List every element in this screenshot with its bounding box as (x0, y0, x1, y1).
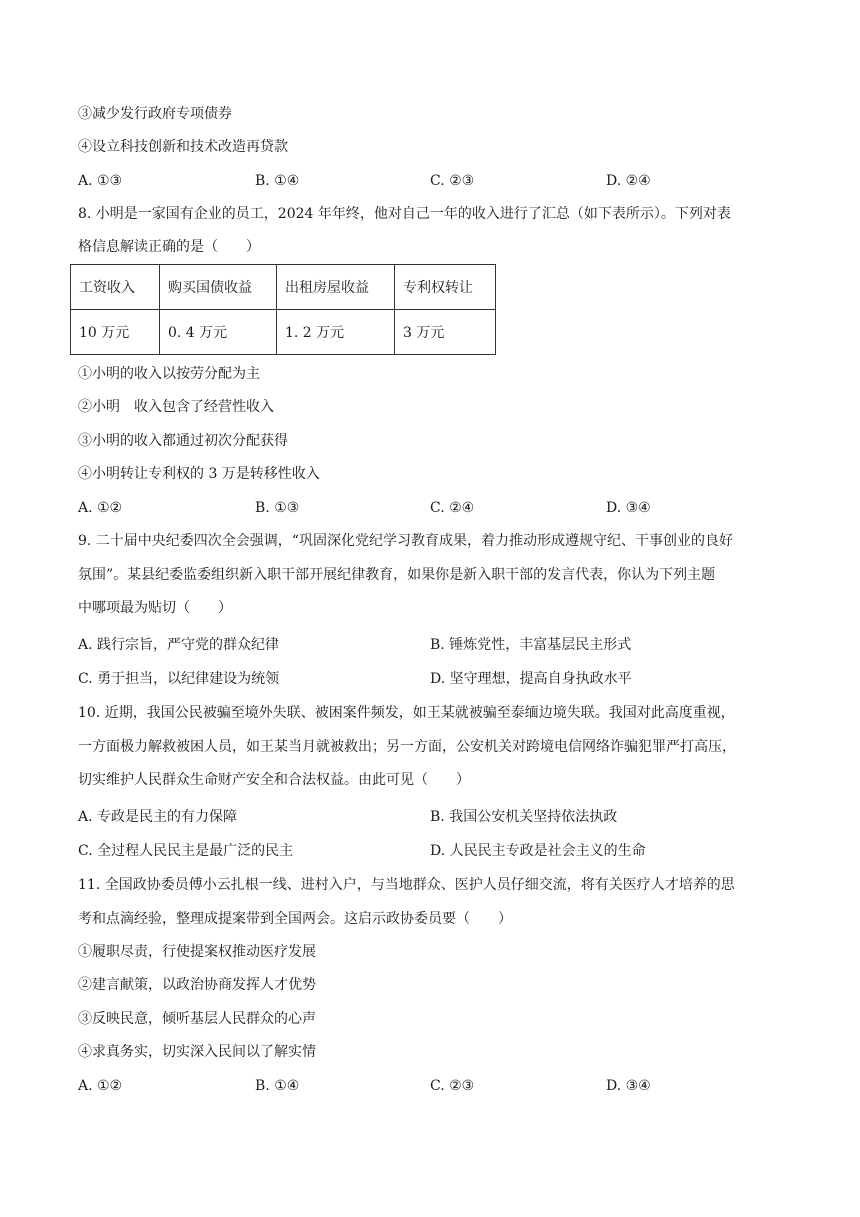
q9-option-a[interactable]: A. 践行宗旨，严守党的群众纪律 (78, 637, 280, 653)
q10-option-b[interactable]: B. 我国公安机关坚持依法执政 (430, 809, 618, 825)
q9-option-d[interactable]: D. 坚守理想，提高自身执政水平 (430, 671, 632, 687)
q8-statement-3: ③小明的收入都通过初次分配获得 (78, 433, 288, 449)
header-wage: 工资收入 (71, 265, 160, 310)
value-rent: 1. 2 万元 (277, 310, 395, 355)
q8-option-d[interactable]: D. ③④ (606, 500, 651, 516)
q7-statement-3: ③减少发行政府专项债券 (78, 106, 232, 122)
q9-stem-line-1: 9. 二十届中央纪委四次全会强调，“巩固深化党纪学习教育成果，着力推动形成遵规守纪、干事创业的良好 (78, 533, 733, 549)
q8-statement-4: ④小明转让专利权的 3 万是转移性收入 (78, 466, 320, 482)
q11-option-a[interactable]: A. ①② (78, 1078, 123, 1094)
header-bond: 购买国债收益 (160, 265, 277, 310)
q11-option-d[interactable]: D. ③④ (606, 1078, 651, 1094)
q8-options (78, 498, 838, 518)
header-patent: 专利权转让 (395, 265, 496, 310)
q11-statement-4: ④求真务实，切实深入民间以了解实情 (78, 1044, 316, 1060)
q10-stem-line-3: 切实维护人民群众生命财产安全和合法权益。由此可见（ ） (78, 772, 470, 788)
q11-stem-line-1: 11. 全国政协委员傅小云扎根一线、进村入户，与当地群众、医护人员仔细交流，将有关医疗人才培养的思 (78, 877, 735, 893)
q10-options-row-2 (78, 841, 838, 861)
q8-statement-1: ①小明的收入以按劳分配为主 (78, 366, 260, 382)
q10-stem-line-1: 10. 近期，我国公民被骗至境外失联、被困案件频发，如王某就被骗至泰缅边境失联。我国对此高度重视， (78, 705, 735, 721)
q8-statement-2: ②小明 收入包含了经营性收入 (78, 399, 274, 415)
q9-stem-line-2: 氛围”。某县纪委监委组织新入职干部开展纪律教育，如果你是新入职干部的发言代表，你认为下列主题 (78, 567, 716, 583)
q11-stem-line-2: 考和点滴经验，整理成提案带到全国两会。这启示政协委员要（ ） (78, 911, 512, 927)
q7-statement-4: ④设立科技创新和技术改造再贷款 (78, 139, 288, 155)
q11-options (78, 1076, 838, 1096)
value-bond: 0. 4 万元 (160, 310, 277, 355)
q7-option-a[interactable]: A. ①③ (78, 173, 123, 189)
q8-option-c[interactable]: C. ②④ (430, 500, 475, 516)
header-rent: 出租房屋收益 (277, 265, 395, 310)
q8-stem-line-1: 8. 小明是一家国有企业的员工，2024 年年终，他对自己一年的收入进行了汇总（如下表所示）。下列对表 (78, 206, 731, 222)
q7-options (78, 171, 838, 191)
q11-option-c[interactable]: C. ②③ (430, 1078, 475, 1094)
q9-option-b[interactable]: B. 锤炼党性，丰富基层民主形式 (430, 637, 632, 653)
table-row (71, 310, 496, 355)
q10-option-a[interactable]: A. 专政是民主的有力保障 (78, 809, 238, 825)
q7-option-b[interactable]: B. ①④ (255, 173, 300, 189)
q11-statement-1: ①履职尽责，行使提案权推动医疗发展 (78, 944, 316, 960)
q10-option-c[interactable]: C. 全过程人民民主是最广泛的民主 (78, 843, 294, 859)
value-wage: 10 万元 (71, 310, 160, 355)
q9-options-row-2 (78, 669, 838, 689)
q11-statement-2: ②建言献策，以政治协商发挥人才优势 (78, 977, 316, 993)
q8-option-b[interactable]: B. ①③ (255, 500, 300, 516)
value-patent: 3 万元 (395, 310, 496, 355)
income-table (70, 264, 496, 355)
q11-option-b[interactable]: B. ①④ (255, 1078, 300, 1094)
q8-option-a[interactable]: A. ①② (78, 500, 123, 516)
q9-stem-line-3: 中哪项最为贴切（ ） (78, 600, 232, 616)
q10-options-row-1 (78, 807, 838, 827)
q8-stem-line-2: 格信息解读正确的是（ ） (78, 239, 260, 255)
q9-option-c[interactable]: C. 勇于担当，以纪律建设为统领 (78, 671, 280, 687)
q10-stem-line-2: 一方面极力解救被困人员，如王某当月就被救出；另一方面，公安机关对跨境电信网络诈骗犯罪严打高压， (78, 739, 736, 755)
table-header-row (71, 265, 496, 310)
q7-option-c[interactable]: C. ②③ (430, 173, 475, 189)
q7-option-d[interactable]: D. ②④ (606, 173, 651, 189)
q9-options-row-1 (78, 635, 838, 655)
q10-option-d[interactable]: D. 人民民主专政是社会主义的生命 (430, 843, 646, 859)
q11-statement-3: ③反映民意，倾听基层人民群众的心声 (78, 1011, 316, 1027)
